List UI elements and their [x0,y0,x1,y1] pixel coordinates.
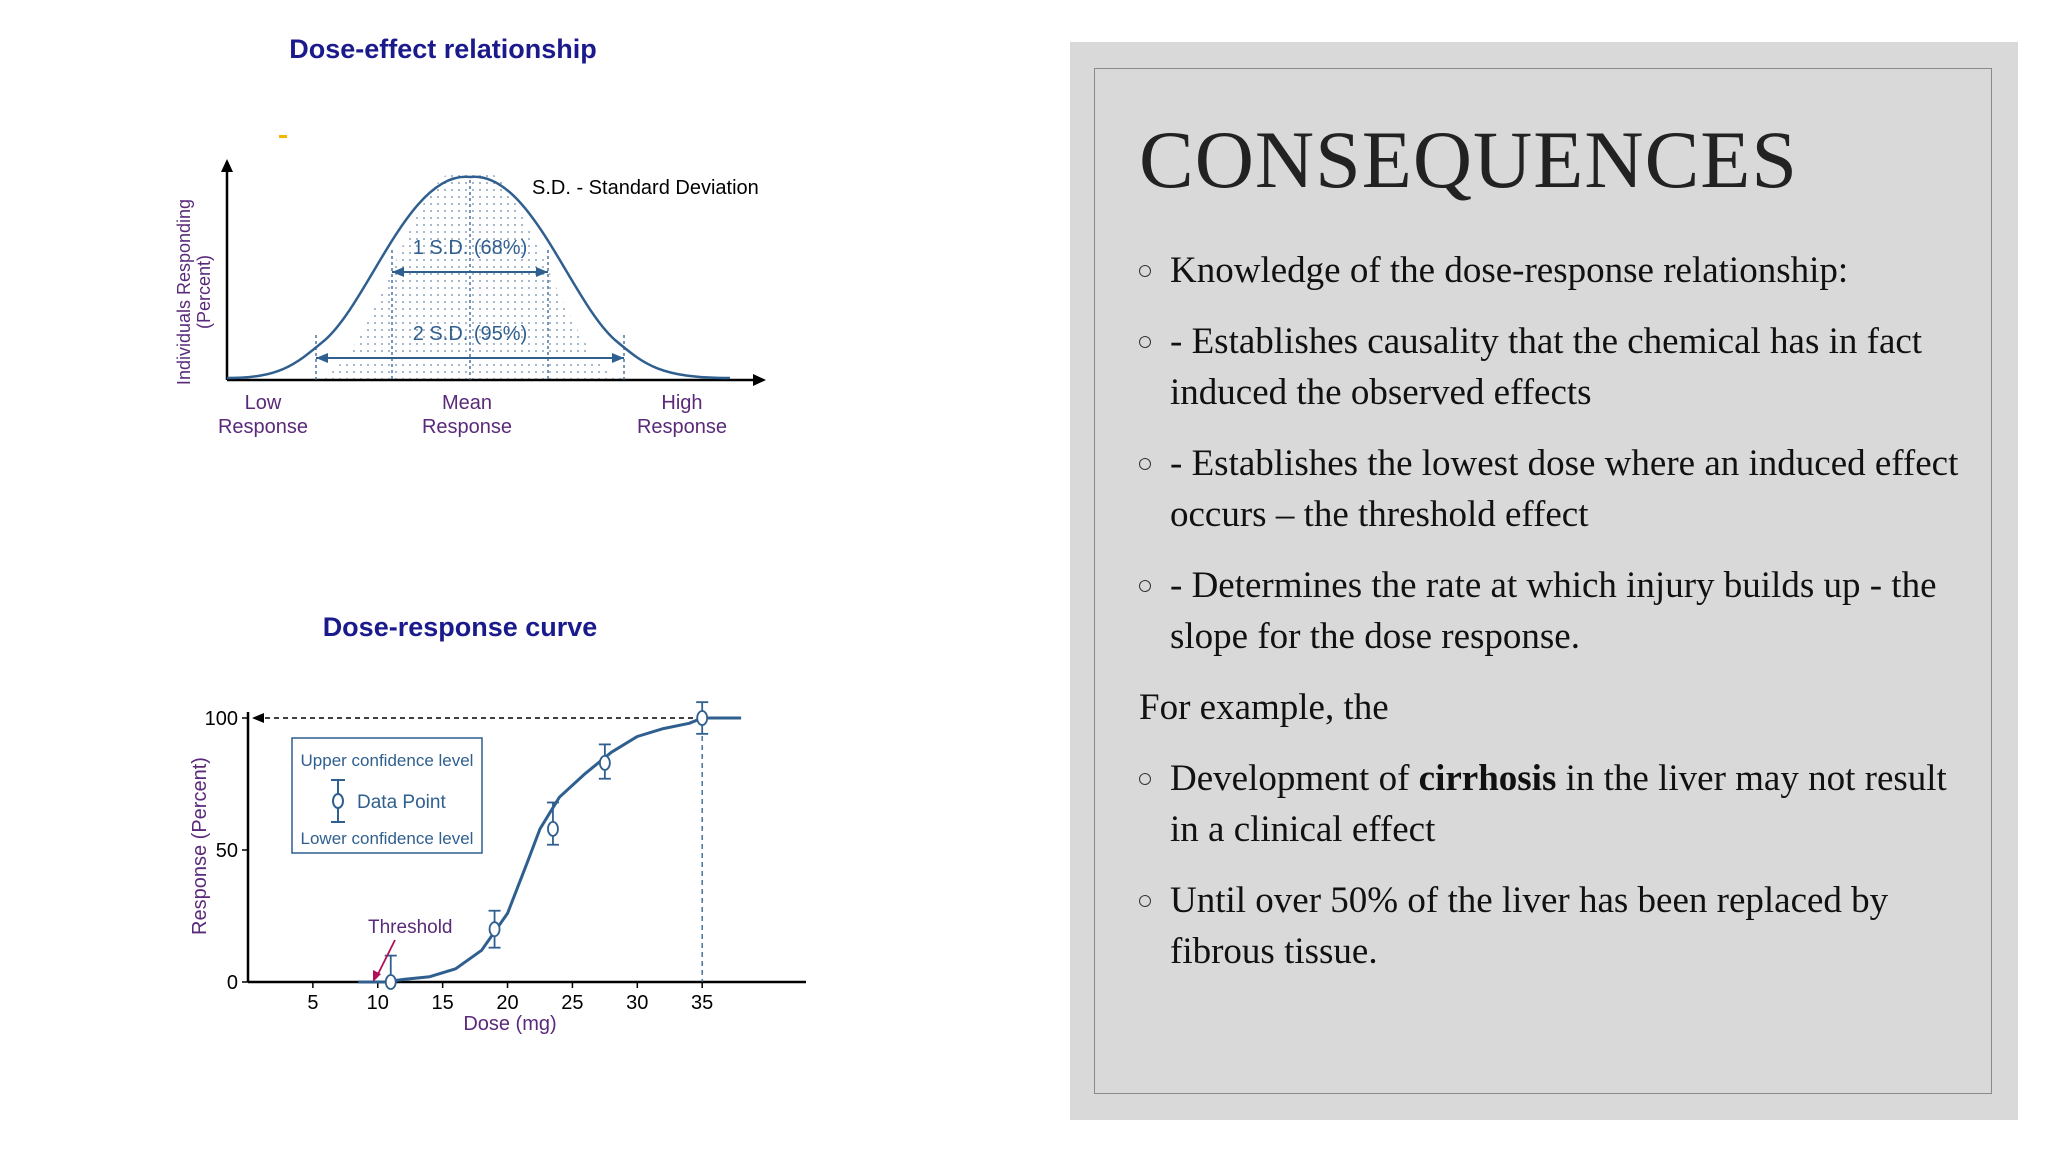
data-point [490,922,500,936]
two-sd-label: 2 S.D. (95%) [412,323,528,345]
dose-response-chart [170,590,830,1060]
y-tick-label: 0 [226,972,238,994]
legend-point: Data Point [357,792,446,813]
y-axis-label-line2: (Percent) [194,254,214,330]
example-bold-term: cirrhosis [1418,758,1557,799]
threshold-arrow [376,940,395,978]
data-point [386,975,396,989]
bullet-item: - Establishes the lowest dose where an induced effect occurs – the threshold effect [1139,438,1969,540]
panel-border [1094,68,1992,1094]
x-axis-label: Dose (mg) [463,1013,557,1035]
x-label-low-2: Response [217,416,309,438]
data-point [548,822,558,836]
y-tick-label: 100 [204,708,238,730]
threshold-label: Threshold [368,917,453,938]
y-axis-arrow [221,159,233,172]
legend-lower: Lower confidence level [300,829,474,848]
legend-point-icon [333,794,343,808]
x-tick-label: 35 [691,992,714,1014]
panel-heading: CONSEQUENCES [1139,114,1798,205]
sd-legend: S.D. - Standard Deviation [532,177,759,199]
x-label-low-1: Low [244,392,282,414]
x-axis-arrow [753,374,766,386]
x-label-high-1: High [661,392,703,414]
example-bullet-fibrous: Until over 50% of the liver has been replaced by fibrous tissue. [1139,875,1969,977]
dose-response-title: Dose-response curve [322,612,598,642]
example-bullet-cirrhosis [1139,753,1969,855]
one-sd-label: 1 S.D. (68%) [412,237,528,259]
x-tick-label: 25 [561,992,584,1014]
example-text-before: Development of [1170,758,1419,799]
bullet-item: - Determines the rate at which injury builds up - the slope for the dose response. [1139,560,1969,662]
example-intro: For example, the [1139,687,1389,728]
bell-curve-fill [312,171,630,380]
x-label-high-2: Response [636,416,728,438]
x-tick-label: 5 [307,992,319,1014]
dose-effect-title: Dose-effect relationship [289,34,597,64]
two-sd-arrow-right [612,353,624,363]
two-sd-arrow-left [316,353,328,363]
data-point [697,711,707,725]
legend-upper: Upper confidence level [300,751,474,770]
bullet-item: Knowledge of the dose-response relationship: [1139,245,1969,296]
data-point [600,756,610,770]
y-axis-label: Response (Percent) [189,757,211,935]
bullet-item: - Establishes causality that the chemical has in fact induced the observed effects [1139,316,1969,418]
x-label-mean-1: Mean [441,392,493,414]
consequences-panel [1070,42,2018,1120]
x-tick-label: 15 [431,992,454,1014]
max-response-arrow [252,713,264,723]
y-tick-label: 50 [215,840,238,862]
x-tick-label: 20 [496,992,519,1014]
panel-content [1139,245,1969,997]
x-label-mean-2: Response [421,416,513,438]
chart-plot-area [205,702,741,1014]
y-axis-label-line1: Individuals Responding [174,198,194,386]
x-tick-label: 10 [366,992,389,1014]
example-text-after: in the liver may not result in a clinical effect [1170,758,1947,850]
x-tick-label: 30 [626,992,649,1014]
dose-effect-diagram [170,20,800,480]
decorative-dash [279,135,287,138]
